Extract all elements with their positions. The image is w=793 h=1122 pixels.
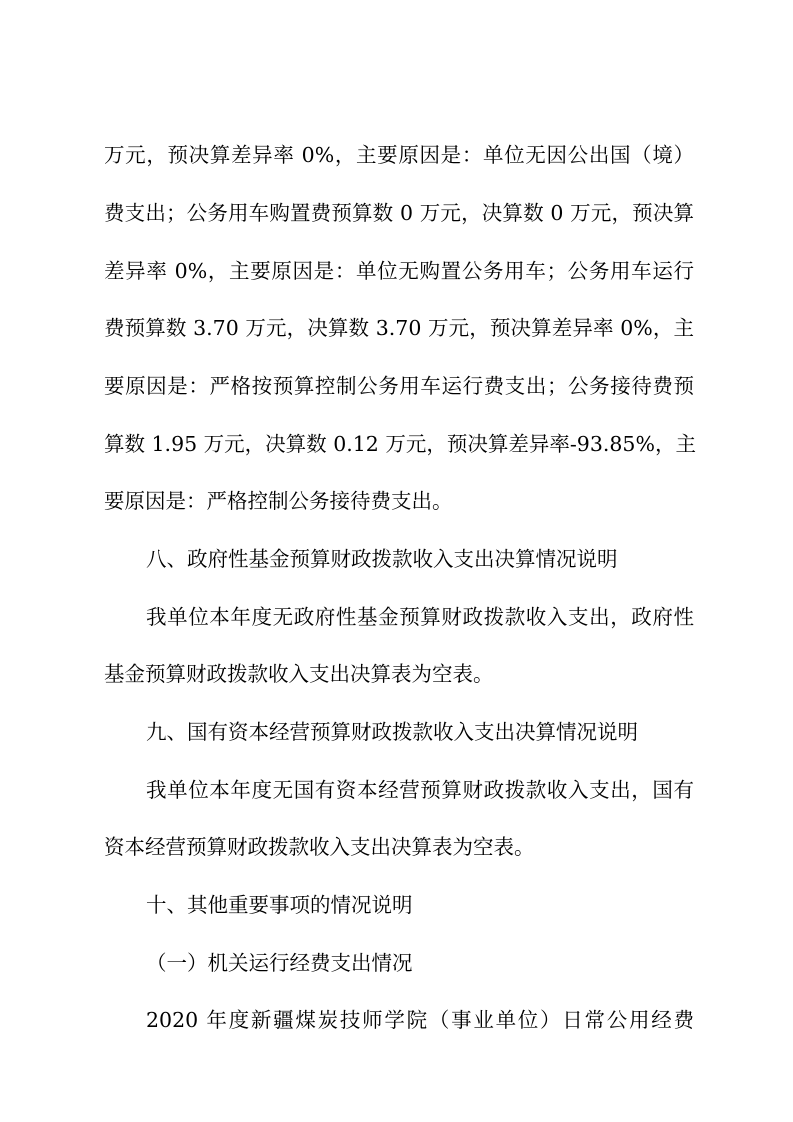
section-heading: 十、其他重要事项的情况说明 — [146, 893, 413, 917]
paragraph-line: 基金预算财政拨款收入支出决算表为空表。 — [104, 662, 494, 686]
paragraph-line: 算数 1.95 万元，决算数 0.12 万元，预决算差异率-93.85%，主 — [104, 432, 696, 456]
paragraph-line: 差异率 0%，主要原因是：单位无购置公务用车；公务用车运行 — [104, 259, 694, 283]
section-heading: 八、政府性基金预算财政拨款收入支出决算情况说明 — [146, 547, 618, 571]
paragraph-line: 2020 年度新疆煤炭技师学院（事业单位）日常公用经费 — [146, 1008, 694, 1032]
paragraph-line: 我单位本年度无政府性基金预算财政拨款收入支出，政府性 — [146, 605, 694, 629]
paragraph-line: 万元，预决算差异率 0%，主要原因是：单位无因公出国（境） — [104, 143, 694, 167]
paragraph-line: 资本经营预算财政拨款收入支出决算表为空表。 — [104, 835, 535, 859]
paragraph-line: 要原因是：严格控制公务接待费支出。 — [104, 489, 453, 513]
paragraph-line: 要原因是：严格按预算控制公务用车运行费支出；公务接待费预 — [104, 374, 694, 398]
subsection-heading: （一）机关运行经费支出情况 — [146, 951, 413, 975]
paragraph-line: 费预算数 3.70 万元，决算数 3.70 万元，预决算差异率 0%，主 — [104, 316, 694, 340]
section-heading: 九、国有资本经营预算财政拨款收入支出决算情况说明 — [146, 720, 638, 744]
paragraph-line: 我单位本年度无国有资本经营预算财政拨款收入支出，国有 — [146, 778, 694, 802]
paragraph-line: 费支出；公务用车购置费预算数 0 万元，决算数 0 万元，预决算 — [104, 201, 694, 225]
